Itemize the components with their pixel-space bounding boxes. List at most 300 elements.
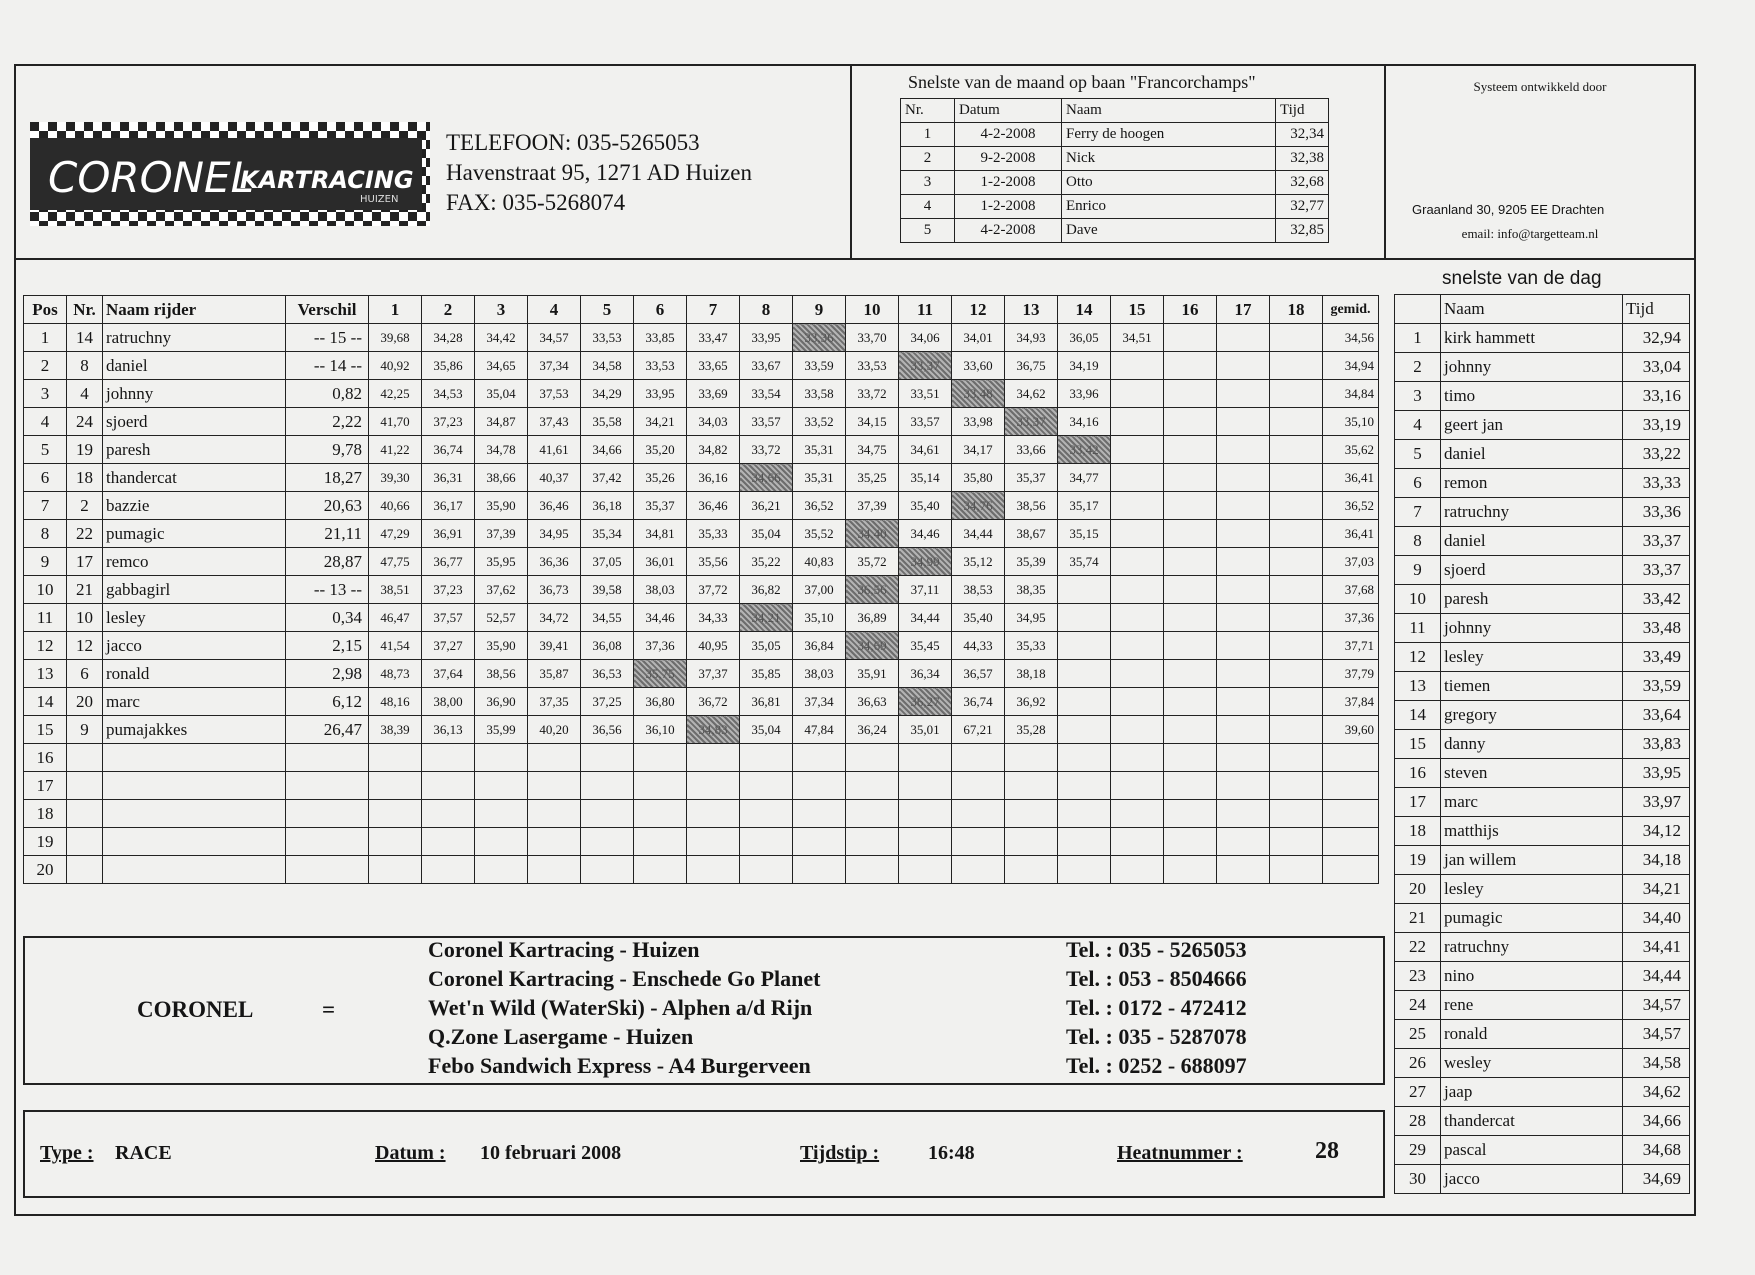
- driver-name-cell: gabbagirl: [103, 576, 286, 604]
- lap-time-cell: [1164, 380, 1217, 408]
- race-row: [24, 548, 1379, 576]
- difference-cell: 0,34: [286, 604, 369, 632]
- lap-time-cell: 33,72: [846, 380, 899, 408]
- day-row: [1395, 411, 1690, 440]
- lap-time-cell: [899, 856, 952, 884]
- day-row: [1395, 788, 1690, 817]
- position-cell: 6: [24, 464, 67, 492]
- race-header-cell: 2: [422, 296, 475, 324]
- lap-time-cell: 48,73: [369, 660, 422, 688]
- lap-time-cell: 36,24: [846, 716, 899, 744]
- lap-time-cell: 37,36: [634, 632, 687, 660]
- day-row: [1395, 817, 1690, 846]
- lap-time-cell: [1111, 436, 1164, 464]
- lap-time-cell: 37,00: [793, 576, 846, 604]
- type-label: Type :: [40, 1142, 94, 1164]
- month-header-cell: Naam: [1062, 99, 1276, 123]
- lap-time-cell: 33,53: [846, 352, 899, 380]
- lap-time-cell: 36,01: [634, 548, 687, 576]
- race-row: [24, 604, 1379, 632]
- lap-time-cell: 35,31: [793, 464, 846, 492]
- race-header-cell: Verschil: [286, 296, 369, 324]
- lap-time-cell: 36,90: [475, 688, 528, 716]
- day-rank-cell: 2: [1395, 353, 1441, 382]
- lap-time-cell: [1217, 520, 1270, 548]
- month-cell: 4-2-2008: [955, 123, 1062, 147]
- difference-cell: 2,98: [286, 660, 369, 688]
- lap-time-cell: 35,01: [899, 716, 952, 744]
- month-header-cell: Nr.: [901, 99, 955, 123]
- lap-time-cell: 35,58: [581, 408, 634, 436]
- lap-time-cell: [1217, 688, 1270, 716]
- lap-time-cell: 33,51: [899, 380, 952, 408]
- month-cell: 4: [901, 195, 955, 219]
- lap-time-cell: 34,93: [1005, 324, 1058, 352]
- day-name-cell: sjoerd: [1441, 556, 1623, 585]
- month-cell: 4-2-2008: [955, 219, 1062, 243]
- day-name-cell: steven: [1441, 759, 1623, 788]
- lap-time-cell: 34,87: [475, 408, 528, 436]
- phone-item: Tel. : 035 - 5287078: [1066, 1024, 1247, 1049]
- lap-time-cell: 36,10: [634, 716, 687, 744]
- difference-cell: [286, 856, 369, 884]
- day-row: [1395, 730, 1690, 759]
- lap-time-cell: 35,04: [740, 520, 793, 548]
- average-cell: 37,71: [1323, 632, 1379, 660]
- lap-time-cell: 34,75: [846, 436, 899, 464]
- day-row: [1395, 672, 1690, 701]
- lap-time-cell: 37,39: [846, 492, 899, 520]
- month-cell: 2: [901, 147, 955, 171]
- lap-time-cell: [846, 800, 899, 828]
- lap-time-cell: 36,92: [1005, 688, 1058, 716]
- day-name-cell: danny: [1441, 730, 1623, 759]
- phone-item: Tel. : 053 - 8504666: [1066, 966, 1247, 991]
- day-time-cell: 34,69: [1623, 1165, 1690, 1194]
- lap-time-cell: 34,29: [581, 380, 634, 408]
- day-name-cell: geert jan: [1441, 411, 1623, 440]
- day-rank-cell: 3: [1395, 382, 1441, 411]
- lap-time-cell: 34,66: [581, 436, 634, 464]
- lap-time-cell: 37,39: [475, 520, 528, 548]
- lap-time-cell: [369, 800, 422, 828]
- lap-time-cell: [1111, 576, 1164, 604]
- average-cell: 36,41: [1323, 464, 1379, 492]
- lap-time-cell: 33,53: [581, 324, 634, 352]
- lap-time-cell: 35,10: [793, 604, 846, 632]
- day-time-cell: 33,64: [1623, 701, 1690, 730]
- kart-number-cell: [67, 800, 103, 828]
- lap-time-cell: 34,46: [634, 604, 687, 632]
- lap-time-cell: 36,89: [846, 604, 899, 632]
- day-rank-cell: 24: [1395, 991, 1441, 1020]
- lap-time-cell: 33,69: [687, 380, 740, 408]
- fastest-lap-cell: 34,83: [687, 716, 740, 744]
- lap-time-cell: [1217, 492, 1270, 520]
- kart-number-cell: 18: [67, 464, 103, 492]
- difference-cell: -- 13 --: [286, 576, 369, 604]
- lap-time-cell: [1111, 660, 1164, 688]
- lap-time-cell: [793, 856, 846, 884]
- lap-time-cell: [740, 856, 793, 884]
- day-name-cell: paresh: [1441, 585, 1623, 614]
- day-row: [1395, 498, 1690, 527]
- lap-time-cell: [1164, 856, 1217, 884]
- day-name-cell: lesley: [1441, 875, 1623, 904]
- kart-number-cell: 22: [67, 520, 103, 548]
- lap-time-cell: [1005, 828, 1058, 856]
- lap-time-cell: [1270, 352, 1323, 380]
- lap-time-cell: 67,21: [952, 716, 1005, 744]
- day-row: [1395, 556, 1690, 585]
- day-rank-cell: 16: [1395, 759, 1441, 788]
- lap-time-cell: [952, 800, 1005, 828]
- day-row: [1395, 353, 1690, 382]
- position-cell: 14: [24, 688, 67, 716]
- day-name-cell: lesley: [1441, 643, 1623, 672]
- race-row: [24, 520, 1379, 548]
- lap-time-cell: 39,68: [369, 324, 422, 352]
- lap-time-cell: [1058, 604, 1111, 632]
- lap-time-cell: [1164, 324, 1217, 352]
- lap-time-cell: [846, 856, 899, 884]
- lap-time-cell: 34,42: [475, 324, 528, 352]
- lap-time-cell: [740, 800, 793, 828]
- fastest-lap-cell: 36,27: [899, 688, 952, 716]
- month-cell: 5: [901, 219, 955, 243]
- lap-time-cell: [1164, 744, 1217, 772]
- lap-time-cell: 35,90: [475, 632, 528, 660]
- position-cell: 16: [24, 744, 67, 772]
- day-time-cell: 33,37: [1623, 527, 1690, 556]
- race-header-cell: 8: [740, 296, 793, 324]
- average-cell: 37,68: [1323, 576, 1379, 604]
- month-cell: Nick: [1062, 147, 1276, 171]
- lap-time-cell: 33,67: [740, 352, 793, 380]
- lap-time-cell: [1164, 436, 1217, 464]
- lap-time-cell: 41,22: [369, 436, 422, 464]
- day-time-cell: 34,18: [1623, 846, 1690, 875]
- day-name-cell: nino: [1441, 962, 1623, 991]
- lap-time-cell: 34,58: [581, 352, 634, 380]
- driver-name-cell: remco: [103, 548, 286, 576]
- lap-time-cell: 35,04: [475, 380, 528, 408]
- month-header-cell: Tijd: [1276, 99, 1329, 123]
- lap-time-cell: [899, 800, 952, 828]
- day-row: [1395, 1078, 1690, 1107]
- lap-time-cell: 33,85: [634, 324, 687, 352]
- lap-time-cell: [369, 772, 422, 800]
- day-row: [1395, 846, 1690, 875]
- day-row: [1395, 991, 1690, 1020]
- day-row: [1395, 527, 1690, 556]
- day-time-cell: 33,95: [1623, 759, 1690, 788]
- fastest-lap-cell: 33,37: [1005, 408, 1058, 436]
- average-cell: 37,84: [1323, 688, 1379, 716]
- difference-cell: [286, 828, 369, 856]
- lap-time-cell: [1058, 856, 1111, 884]
- lap-time-cell: [1111, 380, 1164, 408]
- day-row: [1395, 469, 1690, 498]
- lap-time-cell: 37,37: [687, 660, 740, 688]
- lap-time-cell: 34,81: [634, 520, 687, 548]
- lap-time-cell: 40,37: [528, 464, 581, 492]
- month-cell: 32,77: [1276, 195, 1329, 219]
- lap-time-cell: [1270, 660, 1323, 688]
- lap-time-cell: [793, 772, 846, 800]
- lap-time-cell: [793, 828, 846, 856]
- kart-number-cell: 19: [67, 436, 103, 464]
- average-cell: [1323, 800, 1379, 828]
- phone-item: Tel. : 0252 - 688097: [1066, 1053, 1247, 1078]
- day-name-cell: ratruchny: [1441, 498, 1623, 527]
- contact-fax: FAX: 035-5268074: [446, 190, 626, 215]
- lap-time-cell: 33,70: [846, 324, 899, 352]
- position-cell: 2: [24, 352, 67, 380]
- fastest-lap-cell: 33,48: [952, 380, 1005, 408]
- day-name-cell: matthijs: [1441, 817, 1623, 846]
- lap-time-cell: 35,22: [740, 548, 793, 576]
- lap-time-cell: [952, 772, 1005, 800]
- day-table-title: snelste van de dag: [1442, 268, 1602, 289]
- day-rank-cell: 12: [1395, 643, 1441, 672]
- date-label: Datum :: [375, 1142, 446, 1164]
- lap-time-cell: [846, 828, 899, 856]
- race-row: [24, 352, 1379, 380]
- lap-time-cell: 33,57: [740, 408, 793, 436]
- lap-time-cell: [581, 744, 634, 772]
- lap-time-cell: [1111, 800, 1164, 828]
- lap-time-cell: [846, 772, 899, 800]
- lap-time-cell: [1270, 744, 1323, 772]
- driver-name-cell: [103, 800, 286, 828]
- day-time-cell: 33,37: [1623, 556, 1690, 585]
- lap-time-cell: 34,95: [1005, 604, 1058, 632]
- lap-time-cell: [634, 744, 687, 772]
- day-name-cell: johnny: [1441, 614, 1623, 643]
- lap-time-cell: [1164, 352, 1217, 380]
- lap-time-cell: [1270, 576, 1323, 604]
- lap-time-cell: 33,96: [1058, 380, 1111, 408]
- lap-time-cell: 35,37: [1005, 464, 1058, 492]
- race-header-cell: 11: [899, 296, 952, 324]
- lap-time-cell: [1058, 660, 1111, 688]
- lap-time-cell: [1217, 716, 1270, 744]
- difference-cell: 26,47: [286, 716, 369, 744]
- lap-time-cell: 36,46: [687, 492, 740, 520]
- average-cell: [1323, 856, 1379, 884]
- heat-value: 28: [1315, 1138, 1339, 1164]
- lap-time-cell: [1111, 520, 1164, 548]
- lap-time-cell: 36,31: [422, 464, 475, 492]
- logo-town-text: HUIZEN: [360, 194, 399, 205]
- lap-time-cell: 35,04: [740, 716, 793, 744]
- day-rank-cell: 25: [1395, 1020, 1441, 1049]
- lap-time-cell: 36,08: [581, 632, 634, 660]
- lap-time-cell: 40,66: [369, 492, 422, 520]
- average-cell: 37,03: [1323, 548, 1379, 576]
- race-row: [24, 464, 1379, 492]
- day-row: [1395, 701, 1690, 730]
- month-row: [901, 219, 1329, 243]
- lap-time-cell: 34,19: [1058, 352, 1111, 380]
- day-time-cell: 33,16: [1623, 382, 1690, 411]
- lap-time-cell: 35,05: [740, 632, 793, 660]
- lap-time-cell: [1270, 436, 1323, 464]
- day-row: [1395, 962, 1690, 991]
- lap-time-cell: [1164, 716, 1217, 744]
- day-rank-cell: 28: [1395, 1107, 1441, 1136]
- driver-name-cell: sjoerd: [103, 408, 286, 436]
- fastest-lap-cell: 33,36: [793, 324, 846, 352]
- position-cell: 1: [24, 324, 67, 352]
- day-row: [1395, 1049, 1690, 1078]
- day-name-cell: thandercat: [1441, 1107, 1623, 1136]
- lap-time-cell: 36,82: [740, 576, 793, 604]
- lap-time-cell: [1270, 688, 1323, 716]
- position-cell: 5: [24, 436, 67, 464]
- lap-time-cell: [1111, 856, 1164, 884]
- day-row: [1395, 324, 1690, 353]
- day-rank-cell: 17: [1395, 788, 1441, 817]
- month-table: [900, 98, 1329, 243]
- lap-time-cell: 34,15: [846, 408, 899, 436]
- lap-time-cell: 38,39: [369, 716, 422, 744]
- lap-time-cell: 34,17: [952, 436, 1005, 464]
- day-rank-cell: 15: [1395, 730, 1441, 759]
- lap-time-cell: 40,95: [687, 632, 740, 660]
- lap-time-cell: 52,57: [475, 604, 528, 632]
- lap-time-cell: [1058, 688, 1111, 716]
- lap-time-cell: 34,77: [1058, 464, 1111, 492]
- lap-time-cell: 37,42: [581, 464, 634, 492]
- day-rank-cell: 4: [1395, 411, 1441, 440]
- lap-time-cell: [1164, 688, 1217, 716]
- lap-time-cell: [687, 744, 740, 772]
- lap-time-cell: 34,65: [475, 352, 528, 380]
- lap-time-cell: 35,28: [1005, 716, 1058, 744]
- race-row: [24, 772, 1379, 800]
- lap-time-cell: 37,27: [422, 632, 475, 660]
- day-time-cell: 34,41: [1623, 933, 1690, 962]
- lap-time-cell: [1270, 324, 1323, 352]
- month-cell: 1-2-2008: [955, 195, 1062, 219]
- driver-name-cell: marc: [103, 688, 286, 716]
- lap-time-cell: [1058, 576, 1111, 604]
- position-cell: 3: [24, 380, 67, 408]
- position-cell: 19: [24, 828, 67, 856]
- difference-cell: 2,22: [286, 408, 369, 436]
- lap-time-cell: [899, 828, 952, 856]
- fastest-lap-cell: 34,76: [952, 492, 1005, 520]
- lap-time-cell: [1217, 828, 1270, 856]
- day-name-cell: daniel: [1441, 527, 1623, 556]
- kart-number-cell: 14: [67, 324, 103, 352]
- average-cell: [1323, 772, 1379, 800]
- lap-time-cell: [1270, 632, 1323, 660]
- race-results-table: [23, 295, 1379, 884]
- lap-time-cell: 35,90: [475, 492, 528, 520]
- lap-time-cell: 35,40: [899, 492, 952, 520]
- lap-time-cell: 36,57: [952, 660, 1005, 688]
- lap-time-cell: [1164, 632, 1217, 660]
- position-cell: 12: [24, 632, 67, 660]
- lap-time-cell: [1111, 716, 1164, 744]
- average-cell: 34,84: [1323, 380, 1379, 408]
- lap-time-cell: 35,33: [687, 520, 740, 548]
- race-row: [24, 408, 1379, 436]
- lap-time-cell: 33,59: [793, 352, 846, 380]
- coronel-label: CORONEL: [137, 997, 254, 1022]
- day-time-cell: 33,19: [1623, 411, 1690, 440]
- lap-time-cell: 36,46: [528, 492, 581, 520]
- fastest-lap-cell: 36,56: [846, 576, 899, 604]
- lap-time-cell: [1217, 408, 1270, 436]
- position-cell: 18: [24, 800, 67, 828]
- lap-time-cell: 47,29: [369, 520, 422, 548]
- lap-time-cell: 36,91: [422, 520, 475, 548]
- day-time-cell: 33,48: [1623, 614, 1690, 643]
- lap-time-cell: 38,03: [634, 576, 687, 604]
- lap-time-cell: [1164, 492, 1217, 520]
- location-item: Coronel Kartracing - Enschede Go Planet: [428, 966, 821, 991]
- lap-time-cell: 44,33: [952, 632, 1005, 660]
- lap-time-cell: 35,95: [475, 548, 528, 576]
- system-email: email: info@targetteam.nl: [1461, 226, 1599, 241]
- lap-time-cell: 35,20: [634, 436, 687, 464]
- lap-time-cell: [1217, 352, 1270, 380]
- lap-time-cell: [1058, 632, 1111, 660]
- lap-time-cell: [1270, 408, 1323, 436]
- lap-time-cell: 36,74: [422, 436, 475, 464]
- driver-name-cell: pumagic: [103, 520, 286, 548]
- location-item: Wet'n Wild (WaterSki) - Alphen a/d Rijn: [428, 995, 813, 1020]
- lap-time-cell: [369, 856, 422, 884]
- difference-cell: [286, 800, 369, 828]
- lap-time-cell: 35,52: [793, 520, 846, 548]
- lap-time-cell: 36,52: [793, 492, 846, 520]
- lap-time-cell: [1058, 744, 1111, 772]
- lap-time-cell: 34,03: [687, 408, 740, 436]
- type-value: RACE: [115, 1142, 172, 1164]
- day-header-cell: [1395, 295, 1441, 324]
- lap-time-cell: 36,81: [740, 688, 793, 716]
- lap-time-cell: 35,72: [846, 548, 899, 576]
- fastest-lap-cell: 34,21: [740, 604, 793, 632]
- lap-time-cell: [1270, 828, 1323, 856]
- lap-time-cell: 36,13: [422, 716, 475, 744]
- kart-number-cell: 6: [67, 660, 103, 688]
- lap-time-cell: [1270, 856, 1323, 884]
- race-header-cell: 15: [1111, 296, 1164, 324]
- lap-time-cell: [1111, 604, 1164, 632]
- month-cell: 9-2-2008: [955, 147, 1062, 171]
- lap-time-cell: [581, 800, 634, 828]
- race-header-cell: 5: [581, 296, 634, 324]
- lap-time-cell: 33,47: [687, 324, 740, 352]
- month-cell: Dave: [1062, 219, 1276, 243]
- average-cell: [1323, 744, 1379, 772]
- lap-time-cell: 37,62: [475, 576, 528, 604]
- average-cell: 36,41: [1323, 520, 1379, 548]
- day-rank-cell: 6: [1395, 469, 1441, 498]
- day-time-cell: 33,49: [1623, 643, 1690, 672]
- lap-time-cell: [422, 856, 475, 884]
- lap-time-cell: 41,54: [369, 632, 422, 660]
- lap-time-cell: 34,61: [899, 436, 952, 464]
- driver-name-cell: [103, 856, 286, 884]
- driver-name-cell: [103, 744, 286, 772]
